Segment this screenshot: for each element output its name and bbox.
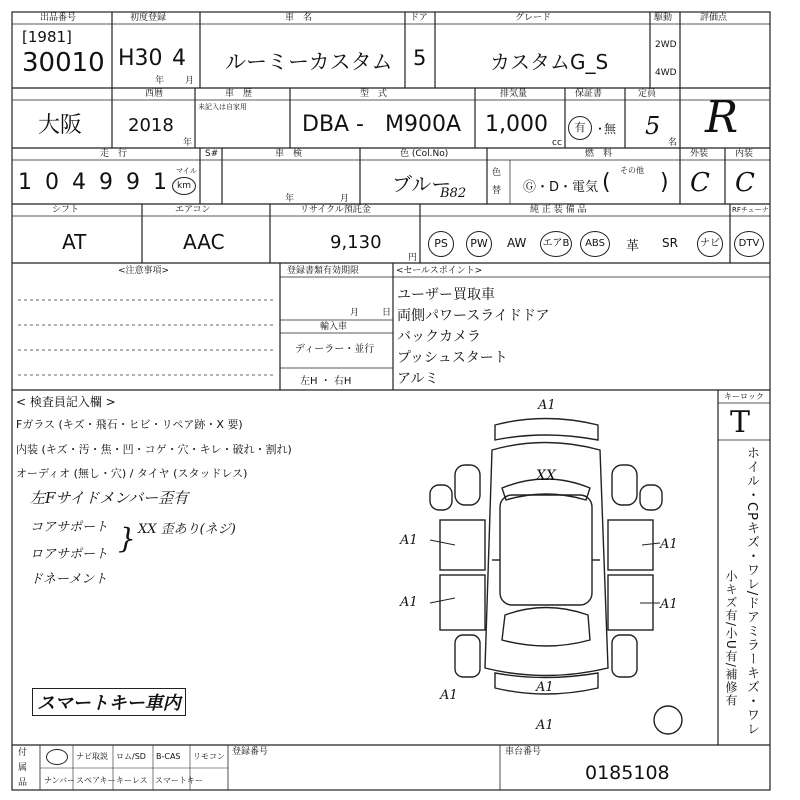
- warranty-sep: ・: [594, 122, 607, 136]
- mark-left-rear-corner: A1: [440, 688, 458, 703]
- color-code: B82: [440, 186, 467, 201]
- hand-note-smartkey: スマートキー車内: [32, 688, 186, 716]
- first-reg-month-unit: 月: [185, 76, 195, 86]
- grade-label: グレード: [515, 13, 552, 23]
- recycle-unit: 円: [408, 253, 418, 263]
- history-label: 車 歴: [225, 89, 253, 99]
- equip-pw: PW: [466, 231, 492, 257]
- equip-abs: ABS: [580, 231, 610, 257]
- docs-month-unit: 月: [350, 308, 360, 318]
- equip-dtv: DTV: [734, 231, 764, 257]
- footer-icon-1: ナビ取説: [76, 752, 108, 761]
- mileage-km-unit: km: [172, 177, 196, 195]
- capacity-unit: 名: [668, 138, 678, 148]
- hand-note-2: コアサポート: [30, 520, 109, 535]
- score-value: R: [705, 92, 739, 143]
- import-dealer: ディーラー・並行: [295, 344, 375, 355]
- inspector-line-interior: 内装 (キズ・汚・焦・凹・コゲ・穴・キレ・破れ・割れ): [16, 443, 292, 456]
- drive-4wd: 4WD: [655, 68, 677, 78]
- footer-icon-6: スペアキー: [76, 776, 116, 785]
- model-code: M900A: [385, 112, 462, 137]
- equip-aw: AW: [507, 236, 527, 250]
- tuner-label: RFチューナ: [732, 206, 769, 214]
- exterior-label: 外装: [690, 149, 709, 159]
- model-type-label: 型 式: [360, 89, 388, 99]
- inspector-line-glass: Fガラス (キズ・飛石・ヒビ・リペア跡・X 要): [16, 418, 243, 431]
- equip-ps: PS: [428, 231, 454, 257]
- color-name: ブルー: [392, 172, 452, 196]
- color-side-1: 色: [492, 168, 502, 178]
- inspection-month-unit: 月: [340, 194, 350, 204]
- keylock-label: キーロック: [724, 392, 764, 401]
- model-year-unit: 年: [183, 138, 193, 148]
- warranty-no: 無: [604, 122, 617, 136]
- equip-airbag: エアB: [540, 231, 572, 257]
- displacement-unit: cc: [552, 138, 562, 148]
- doors: 5: [413, 46, 427, 70]
- exterior-score: C: [690, 168, 710, 198]
- score-label: 評価点: [700, 13, 728, 23]
- first-reg-label: 初度登録: [130, 13, 167, 23]
- equip-leather: 革: [626, 239, 640, 254]
- hand-brace: }: [118, 522, 136, 555]
- inspection-label: 車 検: [275, 149, 303, 159]
- drive-2wd: 2WD: [655, 40, 677, 50]
- location: 大阪: [38, 113, 83, 138]
- footer-icon-5: ナンバー: [44, 776, 76, 785]
- fuel-other: その他: [620, 166, 644, 175]
- hand-note-4: ドネーメント: [30, 572, 108, 587]
- model-dash: -: [356, 112, 364, 137]
- inspection-year-unit: 年: [285, 194, 295, 204]
- docs-label: 登録書類有効期限: [287, 266, 360, 276]
- lot-number: 30010: [22, 48, 105, 78]
- model-prefix: DBA: [302, 112, 350, 137]
- equip-sr: SR: [662, 236, 678, 250]
- frame-number: 0185108: [585, 762, 670, 784]
- color-side-2: 替: [492, 186, 502, 196]
- first-reg-era: H30: [118, 46, 163, 71]
- capacity-label: 定員: [638, 89, 657, 99]
- aircon: AAC: [183, 230, 225, 254]
- mark-left-front: A1: [400, 533, 418, 548]
- lot-label: 出品番号: [40, 13, 77, 23]
- inspector-line-audio: オーディオ (無し・穴) / タイヤ (スタッドレス): [16, 467, 248, 480]
- interior-score: C: [735, 168, 755, 198]
- sales-point-1: ユーザー買取車: [397, 287, 495, 303]
- mark-rear-bumper: A1: [536, 718, 554, 733]
- sales-point-3: バックカメラ: [397, 329, 481, 345]
- hand-note-5: XX 歪あり(ネジ): [138, 522, 236, 537]
- hand-note-3: ロアサポート: [30, 547, 109, 562]
- keylock-value: T: [730, 405, 751, 440]
- footer-side-1: 付: [18, 748, 28, 758]
- grade: カスタムG_S: [490, 50, 609, 74]
- footer-icon-7: キーレス: [116, 776, 148, 785]
- footer-icon-2: ロム/SD: [116, 752, 146, 761]
- footer-icon-8: スマートキー: [155, 776, 203, 785]
- lot-year-code: [1981]: [22, 28, 72, 46]
- footer-icon-4: リモコン: [193, 752, 225, 761]
- sales-label: <セールスポイント>: [396, 266, 483, 276]
- s-mark-label: S#: [205, 149, 219, 159]
- displacement: 1,000: [485, 112, 548, 137]
- import-side: 左H ・ 右H: [300, 376, 352, 387]
- drive-label: 駆動: [654, 13, 673, 23]
- first-reg-month: 4: [172, 46, 186, 71]
- mileage-mile-unit: マイル: [176, 167, 197, 175]
- warranty-label: 保証書: [575, 89, 603, 99]
- notes-label: <注意事項>: [118, 266, 170, 276]
- first-reg-year-unit: 年: [155, 76, 165, 86]
- side-text-1: ホイル・CPキズ・ワレ/ドアミラーキズ・ワレ: [744, 446, 759, 737]
- aircon-label: エアコン: [175, 205, 211, 215]
- mark-hood: XX: [536, 468, 556, 484]
- mark-rear: A1: [536, 680, 554, 695]
- door-label: ドア: [410, 13, 428, 23]
- displacement-label: 排気量: [500, 89, 528, 99]
- car-name: ルーミーカスタム: [225, 50, 393, 74]
- frame-label: 車台番号: [505, 747, 542, 757]
- color-label: 色 (Col.No): [400, 149, 449, 159]
- fuel-paren-close: ): [660, 170, 669, 195]
- side-text-2: 小キズ有/小U有/補修有: [724, 570, 738, 707]
- equipment-label: 純 正 装 備 品: [530, 205, 587, 215]
- docs-day-unit: 日: [382, 308, 392, 318]
- footer-side-3: 品: [18, 778, 28, 788]
- recycle-label: リサイクル預託金: [300, 205, 371, 215]
- model-year: 2018: [128, 115, 174, 136]
- reg-no-label: 登録番号: [232, 747, 269, 757]
- interior-label: 内装: [735, 149, 754, 159]
- history-sub-label: 未記入は自家用: [198, 103, 247, 111]
- inspector-label: < 検査員記入欄 >: [16, 395, 116, 409]
- fuel-label: 燃 料: [585, 149, 613, 159]
- recycle-fee: 9,130: [330, 232, 382, 253]
- footer-icon-3: B-CAS: [156, 752, 181, 761]
- fuel-paren-open: (: [602, 170, 611, 195]
- mark-front: A1: [538, 398, 556, 413]
- capacity: 5: [645, 112, 661, 140]
- car-name-label: 車 名: [285, 13, 313, 23]
- fuel-options: Ⓖ・D・電気: [523, 180, 599, 195]
- mark-right-rear: A1: [660, 597, 678, 612]
- sales-point-5: アルミ: [397, 371, 439, 387]
- equip-navi: ナビ: [697, 231, 723, 257]
- mileage-digit-1: 104991: [18, 170, 180, 195]
- warranty-yes: 有: [568, 116, 592, 140]
- mark-left-rear: A1: [400, 595, 418, 610]
- accessory-icon: [46, 749, 68, 765]
- sales-point-2: 両側パワースライドドア: [397, 308, 550, 324]
- import-label: 輸入車: [320, 322, 348, 332]
- hand-note-1: 左Fサイドメンバー歪有: [30, 489, 189, 507]
- sales-point-4: プッシュスタート: [397, 350, 508, 366]
- mark-right-front: A1: [660, 537, 678, 552]
- shift: AT: [62, 230, 87, 254]
- model-year-label: 西暦: [145, 89, 164, 99]
- footer-side-2: 属: [18, 763, 28, 773]
- shift-label: シフト: [52, 205, 80, 215]
- mileage-label: 走 行: [100, 149, 128, 159]
